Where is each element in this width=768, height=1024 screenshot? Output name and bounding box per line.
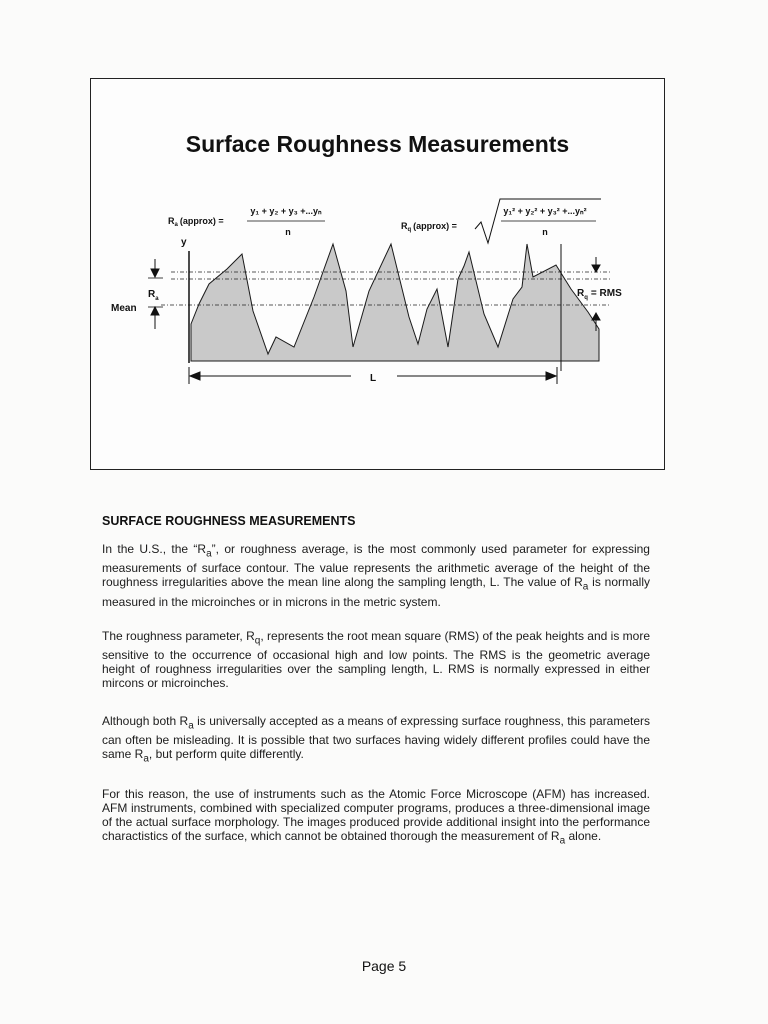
page-number: Page 5 (361, 958, 407, 974)
ra-formula-label: $R_a$ (approx) = (168, 216, 224, 228)
paragraph-3: Although both $R_a$ is universally accepted as a means of expressing surface roughness, this parameters can often be misleading. It is possible that two surfaces having widely different profiles could have the same $R_a$, but perform quite differently. (102, 714, 651, 765)
section-heading: SURFACE ROUGHNESS MEASUREMENTS (102, 514, 356, 528)
rq-denominator: n (542, 227, 548, 237)
paragraph-1: In the U.S., the “$R_a$”, or roughness average, is the most commonly used parameter for expressing measurements of surface contour. The value represents the arithmetic average of the height of the roughness irregularities above the mean line along the sampling length, L. The value of $R_a$ is normally measured in the microinches or in microns in the metric system. (102, 542, 650, 609)
rq-formula-label: $R_q$ (approx) = (401, 221, 457, 233)
surface-profile (191, 244, 599, 361)
rq-side-label: $R_q$ = RMS (577, 288, 622, 301)
paragraph-2: The roughness parameter, $R_q$, represents the root mean square (RMS) of the peak heights and is more sensitive to the occurrence of occasional high and low points. The RMS is the geometric average height of roughness irregularities over the sampling length, L. RMS is normally expressed in either mircons or microinches. (102, 629, 651, 691)
ra-numerator: y₁ + y₂ + y₃ +...yₙ (250, 206, 322, 216)
ra-denominator: n (285, 227, 291, 237)
mean-label: Mean (111, 303, 137, 314)
length-label: L (369, 373, 377, 384)
rq-formula (401, 199, 601, 243)
ra-formula (168, 206, 325, 237)
y-label: y (181, 237, 187, 248)
figure-title: Surface Roughness Measurements (185, 131, 570, 157)
roughness-diagram (91, 79, 666, 471)
paragraph-4: For this reason, the use of instruments such as the Atomic Force Microscope (AFM) has increased. AFM instruments, combined with specialized computer programs, produces a three-dimensional image of the actual surface morphology. The images produced provide additional insight into the performance charactistics of the surface, which cannot be obtained thorough the measurement of $R_a$ alone. (102, 787, 650, 847)
ra-side-label: $R_a$ (148, 289, 159, 302)
rq-numerator: y₁² + y₂² + y₃² +...yₙ² (503, 206, 587, 216)
figure-box (90, 78, 665, 470)
